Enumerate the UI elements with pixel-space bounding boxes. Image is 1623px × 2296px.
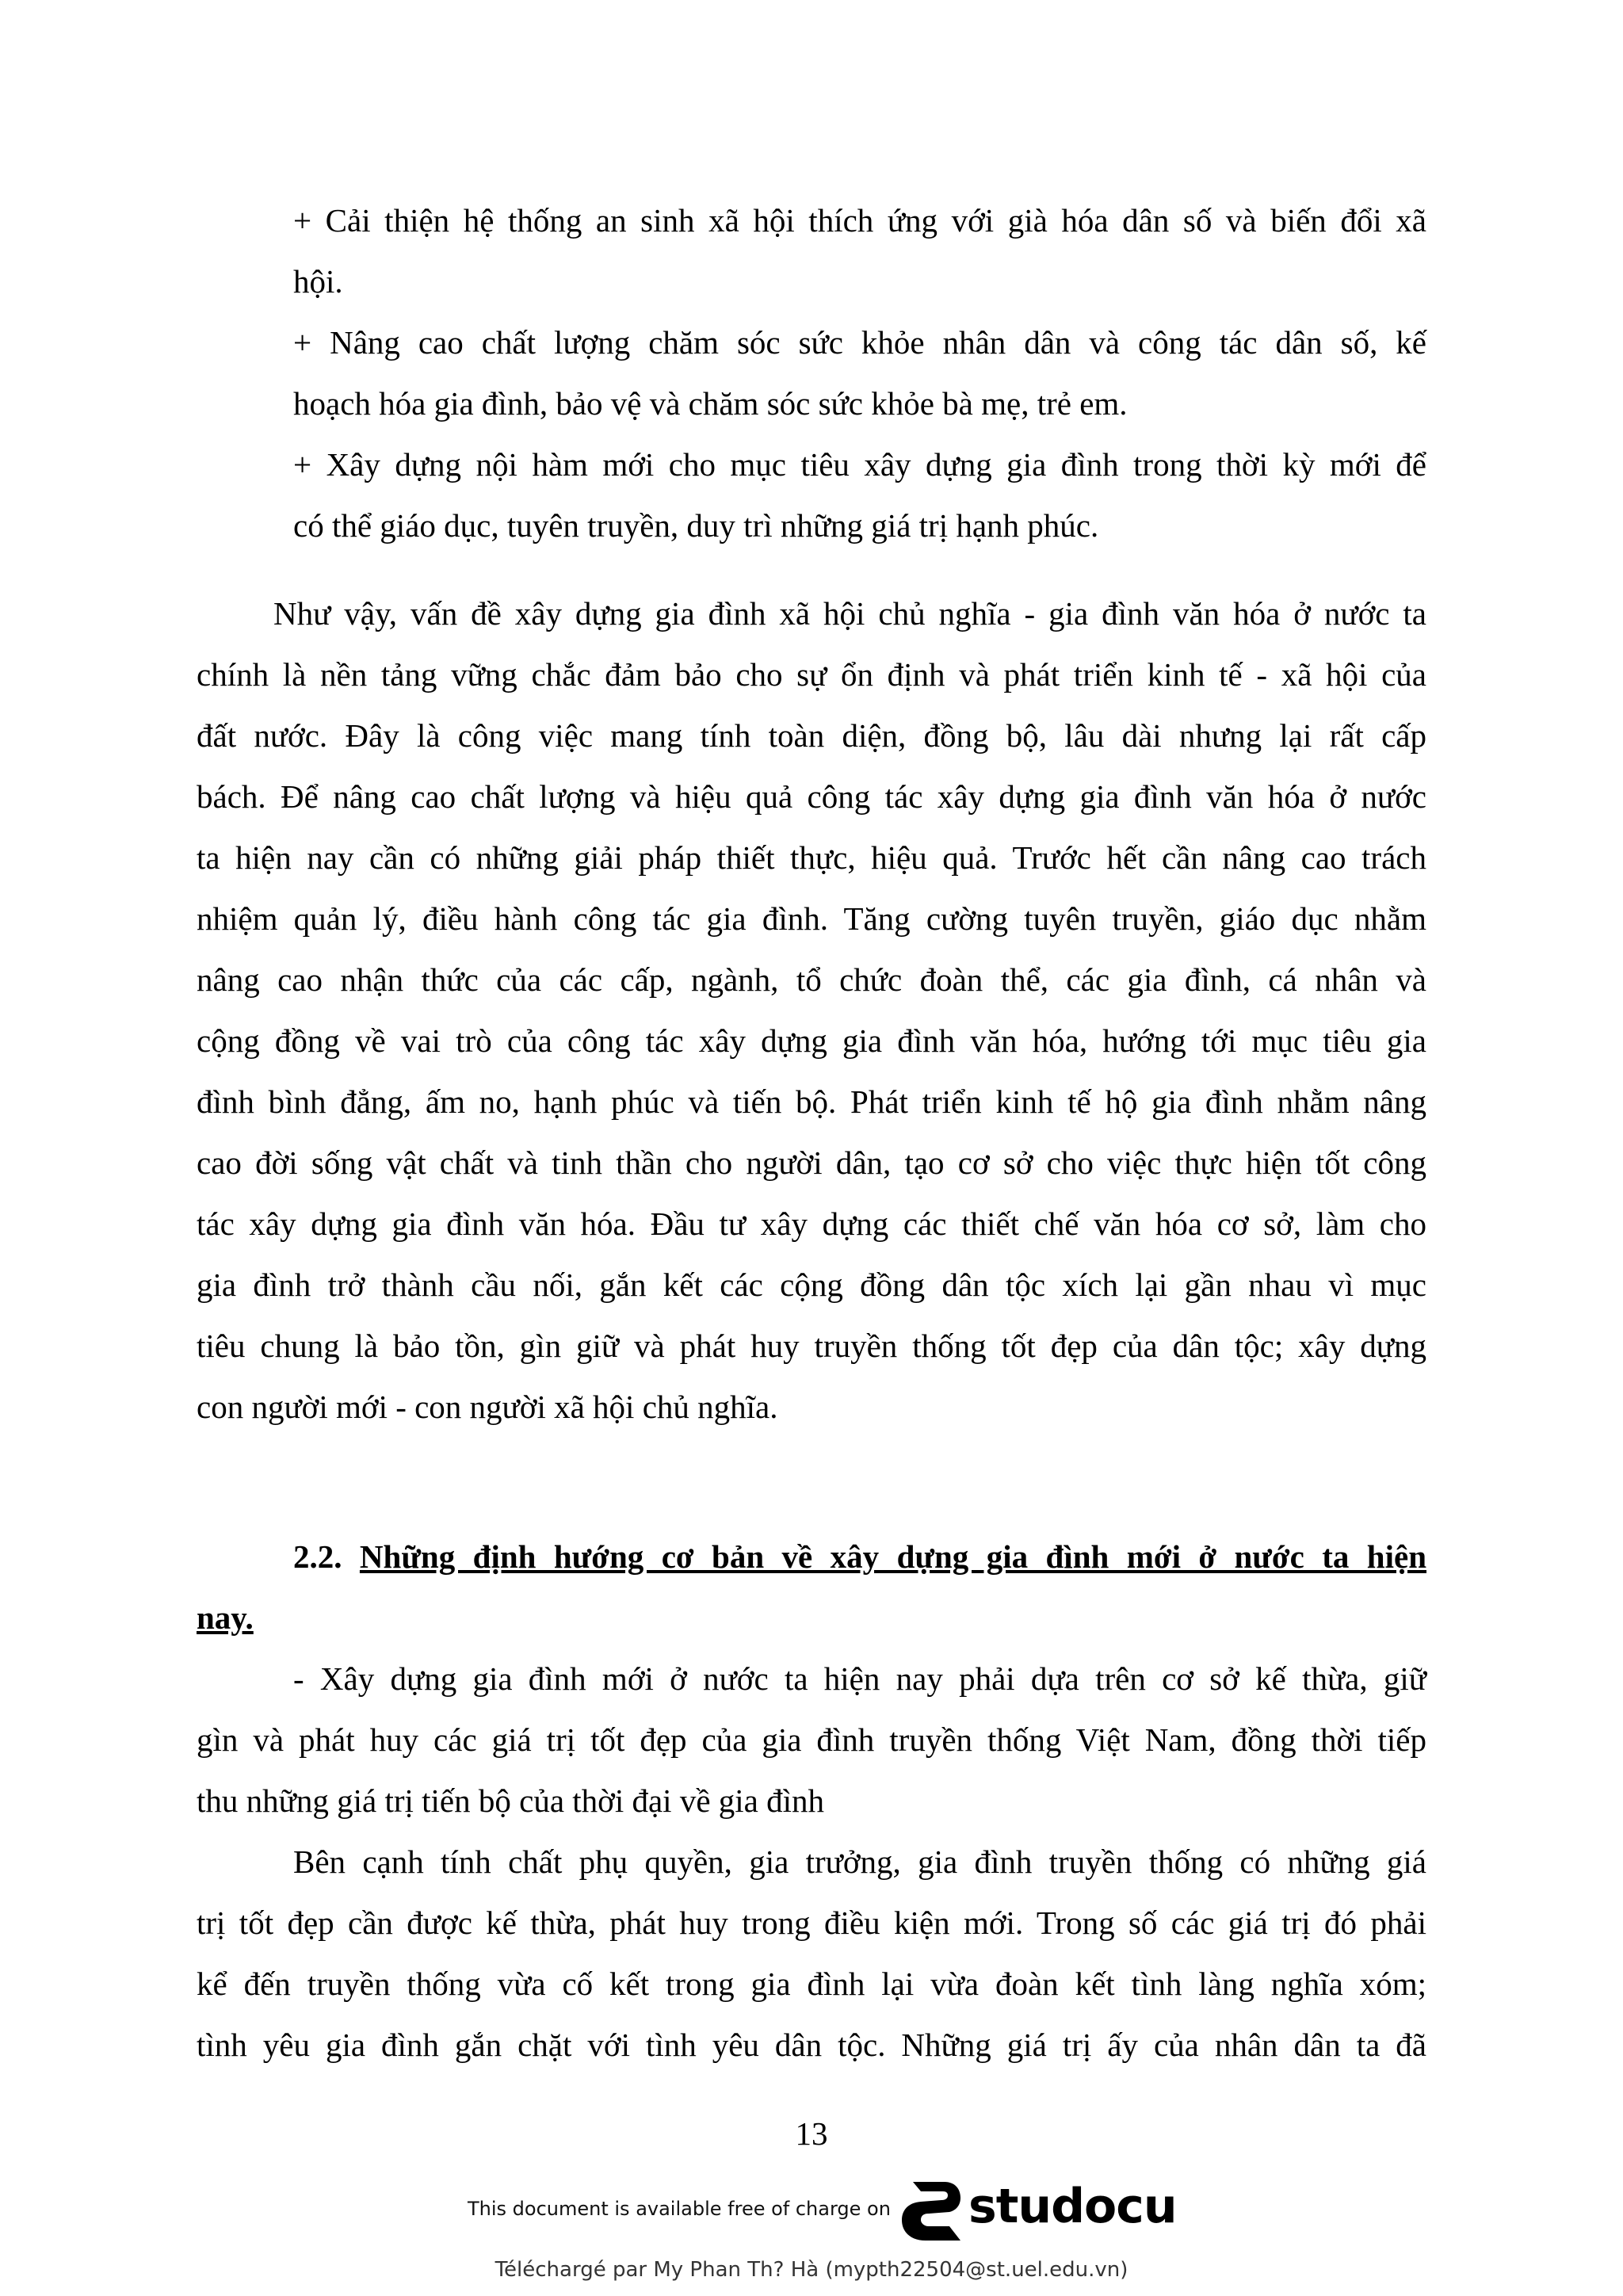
heading-line bbox=[293, 1526, 1426, 1587]
paragraph-line: cộng đồng về vai trò của công tác xây dựng gia đình văn hóa, hướng tới mục tiêu gia bbox=[197, 1022, 1426, 1059]
paragraph-line: đất nước. Đây là công việc mang tính toàn diện, đồng bộ, lâu dài nhưng lại rất cấp bbox=[197, 717, 1426, 754]
availability-text: This document is available free of charge on bbox=[468, 2198, 891, 2220]
paragraph-line: tình yêu gia đình gắn chặt với tình yêu dân tộc. Những giá trị ấy của nhân dân ta đã bbox=[197, 2027, 1426, 2063]
bullet-line: + Xây dựng nội hàm mới cho mục tiêu xây dựng gia đình trong thời kỳ mới để bbox=[293, 446, 1426, 483]
paragraph-line: Bên cạnh tính chất phụ quyền, gia trưởng, gia đình truyền thống có những giá bbox=[293, 1843, 1426, 1880]
studocu-logo[interactable] bbox=[897, 2177, 1177, 2241]
paragraph-line: chính là nền tảng vững chắc đảm bảo cho sự ổn định và phát triển kinh tế - xã hội của bbox=[197, 656, 1426, 693]
paragraph-line: đình bình đẳng, ấm no, hạnh phúc và tiến bộ. Phát triển kinh tế hộ gia đình nhằm nâng bbox=[197, 1083, 1426, 1120]
bullet-list bbox=[293, 190, 1426, 556]
heading-number: 2.2. bbox=[293, 1538, 342, 1575]
paragraph-line: nhiệm quản lý, điều hành công tác gia đình. Tăng cường tuyên truyền, giáo dục nhằm bbox=[197, 900, 1426, 937]
paragraph-line: gia đình trở thành cầu nối, gắn kết các cộng đồng dân tộc xích lại gần nhau vì mục bbox=[197, 1266, 1426, 1303]
paragraph-line: tiêu chung là bảo tồn, gìn giữ và phát huy truyền thống tốt đẹp của dân tộc; xây dựng bbox=[197, 1328, 1426, 1364]
studocu-logo-icon bbox=[897, 2177, 964, 2244]
paragraph-orientation bbox=[197, 1648, 1426, 1832]
paragraph-traditional-values bbox=[197, 1832, 1426, 2076]
paragraph-line: kể đến truyền thống vừa cố kết trong gia đình lại vừa đoàn kết tình làng nghĩa xóm; bbox=[197, 1966, 1426, 2002]
bullet-line: + Cải thiện hệ thống an sinh xã hội thích ứng với già hóa dân số và biến đổi xã bbox=[293, 202, 1426, 239]
paragraph-line: Như vậy, vấn đề xây dựng gia đình xã hội chủ nghĩa - gia đình văn hóa ở nước ta bbox=[273, 595, 1426, 632]
heading-title: Những định hướng cơ bản về xây dựng gia đình mới ở nước ta hiện bbox=[359, 1538, 1426, 1575]
paragraph-line: cao đời sống vật chất và tinh thần cho người dân, tạo cơ sở cho việc thực hiện tốt công bbox=[197, 1144, 1426, 1181]
section-heading bbox=[293, 1526, 1426, 1587]
footer-banner bbox=[0, 2174, 1623, 2237]
heading-title-continuation: nay. bbox=[197, 1599, 254, 1636]
paragraph-line: gìn và phát huy các giá trị tốt đẹp của gia đình truyền thống Việt Nam, đồng thời tiếp bbox=[197, 1721, 1426, 1758]
paragraph-line: con người mới - con người xã hội chủ nghĩa. bbox=[197, 1389, 778, 1425]
studocu-wordmark: studocu bbox=[968, 2179, 1177, 2234]
paragraph-conclusion bbox=[197, 583, 1426, 1438]
paragraph-line: ta hiện nay cần có những giải pháp thiết thực, hiệu quả. Trước hết cần nâng cao trách bbox=[197, 839, 1426, 876]
paragraph-line: thu những giá trị tiến bộ của thời đại về gia đình bbox=[197, 1782, 824, 1819]
paragraph-line: - Xây dựng gia đình mới ở nước ta hiện nay phải dựa trên cơ sở kế thừa, giữ bbox=[293, 1660, 1426, 1697]
page-number: 13 bbox=[795, 2115, 828, 2152]
bullet-line: có thể giáo dục, tuyên truyền, duy trì những giá trị hạnh phúc. bbox=[293, 507, 1099, 544]
bullet-line: hội. bbox=[293, 263, 343, 300]
bullet-line: hoạch hóa gia đình, bảo vệ và chăm sóc sức khỏe bà mẹ, trẻ em. bbox=[293, 385, 1128, 422]
paragraph-line: trị tốt đẹp cần được kế thừa, phát huy trong điều kiện mới. Trong số các giá trị đó phải bbox=[197, 1904, 1426, 1941]
download-credit: Téléchargé par My Phan Th? Hà (mypth22504@st.uel.edu.vn) bbox=[495, 2258, 1128, 2282]
bullet-line: + Nâng cao chất lượng chăm sóc sức khỏe nhân dân và công tác dân số, kế bbox=[293, 324, 1426, 361]
paragraph-line: tác xây dựng gia đình văn hóa. Đầu tư xây dựng các thiết chế văn hóa cơ sở, làm cho bbox=[197, 1205, 1426, 1242]
paragraph-line: bách. Để nâng cao chất lượng và hiệu quả công tác xây dựng gia đình văn hóa ở nước bbox=[197, 778, 1426, 815]
paragraph-line: nâng cao nhận thức của các cấp, ngành, tổ chức đoàn thể, các gia đình, cá nhân và bbox=[197, 961, 1426, 998]
